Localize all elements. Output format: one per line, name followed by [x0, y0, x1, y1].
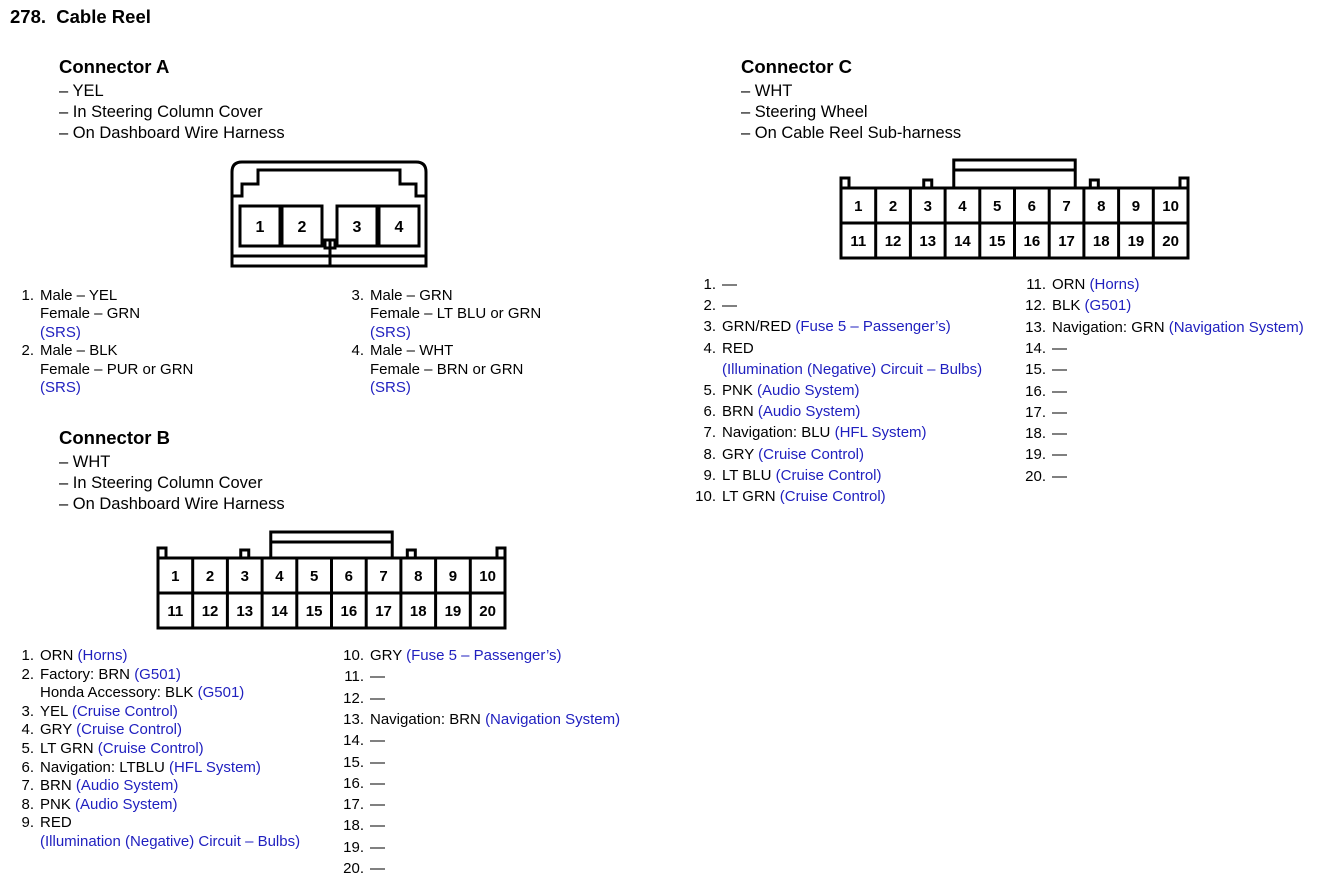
pin-number: 1.: [21, 287, 34, 304]
pin-number: 20.: [1025, 467, 1046, 485]
pin-description: [1052, 425, 1067, 443]
pin-wire: PNK: [722, 382, 753, 399]
pin-description: [1052, 319, 1304, 337]
pin-wire: GRY: [40, 721, 72, 739]
pin-wire: Female – BRN or GRN: [370, 360, 524, 378]
pin-number: 12.: [343, 689, 364, 707]
pin-number: 3.: [703, 318, 716, 336]
connector-a-color: – YEL: [59, 82, 104, 100]
pin-description: [1052, 383, 1067, 401]
pin-wire: Honda Accessory: BLK: [40, 684, 194, 702]
connector-b-pin-label: 1: [171, 568, 180, 585]
pin-circuit-note: (Fuse 5 – Passenger’s): [406, 647, 562, 664]
pin-number: 2.: [21, 342, 34, 360]
pin-number: 12.: [1025, 297, 1046, 315]
pin-circuit-note: (Audio System): [757, 382, 860, 399]
pin-circuit-note: (Navigation System): [1168, 318, 1304, 336]
pin-description: [370, 817, 385, 835]
pin-number: 5.: [703, 382, 716, 399]
pin-circuit-note: (Cruise Control): [775, 466, 882, 484]
pin-number: 17.: [343, 796, 364, 814]
pin-description: [1052, 361, 1067, 379]
connector-b-title: Connector B: [59, 427, 170, 448]
pin-circuit-note: (SRS): [370, 379, 411, 396]
pin-wire: GRN/RED: [722, 318, 792, 336]
connector-b-pin-label: 4: [275, 568, 284, 585]
connector-c-pin-label: 12: [884, 233, 902, 250]
pin-description: [370, 361, 523, 379]
pin-number: 19.: [343, 838, 364, 856]
pin-number: 6.: [21, 758, 34, 776]
pin-circuit-note: (G501): [197, 684, 245, 702]
connector-b-harness: – On Dashboard Wire Harness: [59, 495, 285, 513]
pin-wire: Female – LT BLU or GRN: [370, 305, 542, 323]
pin-wire: YEL: [40, 702, 68, 720]
pin-number: 19.: [1025, 446, 1046, 464]
connector-c-pin-label: 9: [1131, 198, 1141, 215]
pin-wire: Female – PUR or GRN: [40, 360, 194, 378]
pin-description: [1052, 468, 1067, 486]
pin-number: 13.: [343, 710, 364, 728]
pin-description: [40, 833, 300, 851]
pin-description: [40, 814, 72, 832]
connector-b-pin-label: 13: [236, 603, 254, 620]
connector-b-pin-label: 3: [240, 568, 249, 585]
pin-description: [40, 666, 181, 684]
pin-description: [722, 488, 886, 506]
pin-description: [40, 759, 261, 777]
connector-b-pin-label: 20: [479, 603, 496, 620]
pin-description: [370, 305, 541, 323]
connector-b-location: – In Steering Column Cover: [59, 474, 263, 492]
pin-number: 4.: [351, 342, 364, 360]
pin-number: 9.: [21, 814, 34, 832]
pin-wire: —: [1052, 467, 1067, 485]
pin-wire: BLK: [1052, 297, 1081, 315]
connector-c-pin-label: 3: [923, 198, 932, 215]
pin-wire: —: [370, 860, 385, 877]
pin-number: 16.: [343, 774, 364, 792]
connector-b-pin-label: 7: [379, 568, 388, 585]
pin-wire: —: [1052, 446, 1067, 464]
pin-circuit-note: (Illumination (Negative) Circuit – Bulbs): [722, 360, 983, 378]
pin-description: [370, 860, 385, 878]
pin-description: [370, 342, 453, 360]
pin-number: 3.: [351, 287, 364, 304]
pin-description: [40, 777, 178, 795]
connector-c-pin-label: 5: [992, 198, 1002, 215]
pin-description: [40, 287, 117, 305]
connector-b-pin-label: 12: [201, 603, 219, 620]
connector-c-diagram: [837, 158, 1191, 262]
pin-wire: —: [1052, 339, 1067, 357]
pin-wire: —: [370, 732, 385, 750]
connector-b-pin-label: 19: [444, 603, 462, 620]
connector-b-pin-label: 16: [340, 603, 358, 620]
connector-a-pin-label: 1: [255, 219, 265, 236]
pin-wire: Navigation: LTBLU: [40, 758, 169, 776]
connector-b-diagram: [154, 530, 508, 632]
connector-b-pin-label: 11: [167, 603, 184, 620]
pin-wire: ORN: [1052, 276, 1086, 293]
pin-wire: Female – GRN: [40, 305, 141, 323]
pin-description: [722, 297, 737, 315]
pin-number: 2.: [703, 297, 716, 315]
connector-b-pin-label: 8: [414, 568, 423, 585]
connector-a-pin-label: 2: [297, 219, 307, 236]
connector-c-pin-label: 20: [1162, 233, 1179, 250]
pin-wire: —: [722, 297, 737, 315]
pin-wire: —: [370, 796, 385, 814]
pin-number: 4.: [703, 339, 716, 357]
pin-description: [40, 684, 244, 702]
connector-a-diagram: [230, 160, 430, 272]
pin-wire: Navigation: GRN: [1052, 318, 1165, 336]
pin-number: 14.: [1025, 339, 1046, 357]
pin-wire: ORN: [40, 647, 74, 664]
pin-number: 15.: [343, 753, 364, 771]
connector-c-pin-label: 14: [954, 233, 971, 250]
pin-number: 1.: [703, 276, 716, 293]
pin-description: [370, 647, 562, 665]
pin-wire: —: [1052, 361, 1067, 379]
pin-description: [370, 668, 385, 686]
pin-description: [40, 647, 128, 665]
connector-c-location: – Steering Wheel: [741, 103, 868, 121]
pin-description: [40, 324, 81, 342]
pin-number: 18.: [343, 817, 364, 835]
pin-number: 7.: [703, 424, 716, 442]
connector-c-pin-label: 7: [1062, 198, 1071, 215]
connector-c-pin-label: 10: [1162, 198, 1179, 215]
pin-number: 3.: [21, 702, 34, 720]
connector-a-info: [59, 81, 285, 144]
pin-wire: —: [1052, 425, 1067, 443]
pin-circuit-note: (HFL System): [168, 758, 261, 776]
pin-number: 17.: [1025, 403, 1046, 421]
pin-description: [370, 754, 385, 772]
connector-c-title: Connector C: [741, 56, 852, 77]
pin-wire: LT GRN: [40, 740, 94, 757]
connector-b-pin-label: 18: [409, 603, 427, 620]
pin-circuit-note: (Audio System): [757, 403, 861, 421]
pin-circuit-note: (HFL System): [834, 424, 927, 442]
pin-wire: —: [370, 668, 385, 686]
pin-wire: RED: [722, 339, 754, 357]
connector-b-pin-label: 10: [479, 568, 496, 585]
pin-wire: —: [1052, 382, 1067, 400]
pin-circuit-note: (Audio System): [75, 795, 178, 813]
pin-description: [1052, 446, 1067, 464]
connector-a-location: – In Steering Column Cover: [59, 103, 263, 121]
pin-description: [370, 732, 385, 750]
pin-wire: RED: [40, 814, 72, 832]
pin-description: [370, 287, 453, 305]
connector-b-info: [59, 452, 285, 515]
pin-circuit-note: (Cruise Control): [71, 702, 178, 720]
page-title: 278. Cable Reel: [10, 6, 151, 27]
pin-description: [40, 305, 140, 323]
connector-c-pin-label: 16: [1023, 233, 1041, 250]
connector-c-pin-label: 6: [1027, 198, 1037, 215]
pin-description: [370, 775, 385, 793]
pin-number: 11.: [344, 668, 364, 686]
pin-circuit-note: (Cruise Control): [779, 488, 886, 505]
pin-description: [722, 446, 864, 464]
pin-description: [40, 703, 178, 721]
pin-wire: Male – WHT: [370, 342, 454, 360]
pin-description: [370, 379, 411, 397]
pin-circuit-note: (G501): [134, 665, 181, 683]
pin-wire: Male – YEL: [40, 287, 118, 304]
connector-c-harness: – On Cable Reel Sub-harness: [741, 124, 962, 142]
pin-number: 13.: [1025, 318, 1046, 336]
pin-number: 8.: [21, 795, 34, 813]
pin-wire: PNK: [40, 795, 71, 813]
pin-description: [370, 711, 620, 729]
connector-b-pin-label: 2: [205, 568, 215, 585]
pin-number: 8.: [703, 445, 716, 463]
pin-circuit-note: (SRS): [40, 379, 81, 396]
pin-circuit-note: (Fuse 5 – Passenger’s): [795, 318, 951, 336]
pin-wire: —: [370, 838, 385, 856]
pin-number: 10.: [695, 488, 716, 505]
pin-description: [40, 379, 81, 397]
connector-b-color: – WHT: [59, 453, 111, 471]
connector-c-pin-label: 1: [854, 198, 863, 215]
pin-description: [722, 424, 927, 442]
connector-c-pin-label: 8: [1097, 198, 1106, 215]
pin-wire: Male – GRN: [370, 287, 453, 304]
pin-description: [370, 796, 385, 814]
pin-circuit-note: (Audio System): [75, 777, 179, 795]
pin-number: 1.: [21, 647, 34, 664]
pin-number: 4.: [21, 721, 34, 739]
pin-wire: Factory: BRN: [40, 665, 131, 683]
pin-number: 14.: [343, 732, 364, 750]
connector-c-pin-label: 19: [1127, 233, 1145, 250]
pin-description: [1052, 276, 1140, 294]
pin-circuit-note: (Navigation System): [485, 710, 621, 728]
connector-c-info: [741, 81, 961, 144]
connector-a-pin-label: 3: [352, 219, 362, 236]
pin-wire: GRY: [370, 647, 402, 664]
pin-number: 11.: [1026, 276, 1046, 293]
connector-b-pin-label: 14: [271, 603, 288, 620]
pin-wire: —: [722, 276, 737, 293]
pin-number: 2.: [21, 665, 34, 683]
pin-description: [370, 324, 411, 342]
pin-wire: BRN: [722, 403, 754, 421]
pin-number: 9.: [703, 466, 716, 484]
pin-number: 7.: [21, 777, 34, 795]
pin-circuit-note: (Cruise Control): [758, 445, 864, 463]
pin-wire: LT GRN: [722, 488, 776, 505]
pin-wire: Navigation: BLU: [722, 424, 831, 442]
pin-circuit-note: (SRS): [370, 323, 411, 341]
connector-a-pin-label: 4: [394, 219, 404, 236]
connector-b-pin-label: 17: [375, 603, 392, 620]
pin-wire: BRN: [40, 777, 72, 795]
connector-c-pin-label: 13: [919, 233, 937, 250]
pin-wire: —: [370, 689, 385, 707]
pin-number: 15.: [1025, 361, 1046, 379]
connector-c-pin-label: 18: [1092, 233, 1110, 250]
pin-circuit-note: (Cruise Control): [97, 740, 204, 757]
pin-description: [722, 361, 982, 379]
pin-description: [722, 382, 860, 400]
pin-description: [1052, 404, 1067, 422]
connector-a-title: Connector A: [59, 56, 170, 77]
pin-circuit-note: (G501): [1084, 297, 1132, 315]
connector-a-harness: – On Dashboard Wire Harness: [59, 124, 285, 142]
pin-description: [1052, 340, 1067, 358]
connector-c-pin-label: 4: [958, 198, 967, 215]
pin-description: [722, 276, 737, 294]
pin-wire: Male – BLK: [40, 342, 118, 360]
pin-description: [40, 721, 182, 739]
pin-wire: —: [370, 817, 385, 835]
connector-b-pin-label: 9: [448, 568, 458, 585]
pin-description: [370, 839, 385, 857]
pin-number: 6.: [703, 403, 716, 421]
connector-b-pin-label: 5: [309, 568, 319, 585]
pin-number: 16.: [1025, 382, 1046, 400]
connector-b-pin-label: 6: [344, 568, 354, 585]
connector-c-pin-label: 11: [850, 233, 867, 250]
connector-c-pin-label: 17: [1058, 233, 1075, 250]
pin-circuit-note: (Cruise Control): [76, 721, 182, 739]
pin-wire: GRY: [722, 445, 754, 463]
connector-c-pin-label: 15: [988, 233, 1006, 250]
pin-description: [722, 318, 951, 336]
pin-wire: —: [1052, 403, 1067, 421]
connector-b-pin-label: 15: [305, 603, 323, 620]
connector-c-color: – WHT: [741, 82, 793, 100]
pin-number: 10.: [343, 647, 364, 664]
pin-description: [722, 403, 860, 421]
pin-description: [722, 340, 754, 358]
pin-number: 20.: [343, 860, 364, 877]
pin-description: [722, 467, 882, 485]
pin-wire: LT BLU: [722, 466, 772, 484]
connector-c-pin-label: 2: [888, 198, 898, 215]
pin-description: [370, 690, 385, 708]
pin-circuit-note: (SRS): [40, 323, 81, 341]
pin-description: [40, 740, 204, 758]
pin-wire: Navigation: BRN: [370, 710, 481, 728]
pin-number: 5.: [21, 740, 34, 757]
pin-description: [40, 342, 118, 360]
pin-description: [1052, 297, 1131, 315]
pin-wire: —: [370, 753, 385, 771]
pin-circuit-note: (Horns): [77, 647, 128, 664]
pin-circuit-note: (Illumination (Negative) Circuit – Bulbs): [40, 833, 301, 850]
pin-number: 18.: [1025, 425, 1046, 443]
pin-description: [40, 796, 178, 814]
pin-wire: —: [370, 774, 385, 792]
pin-circuit-note: (Horns): [1089, 276, 1140, 293]
pin-description: [40, 361, 193, 379]
